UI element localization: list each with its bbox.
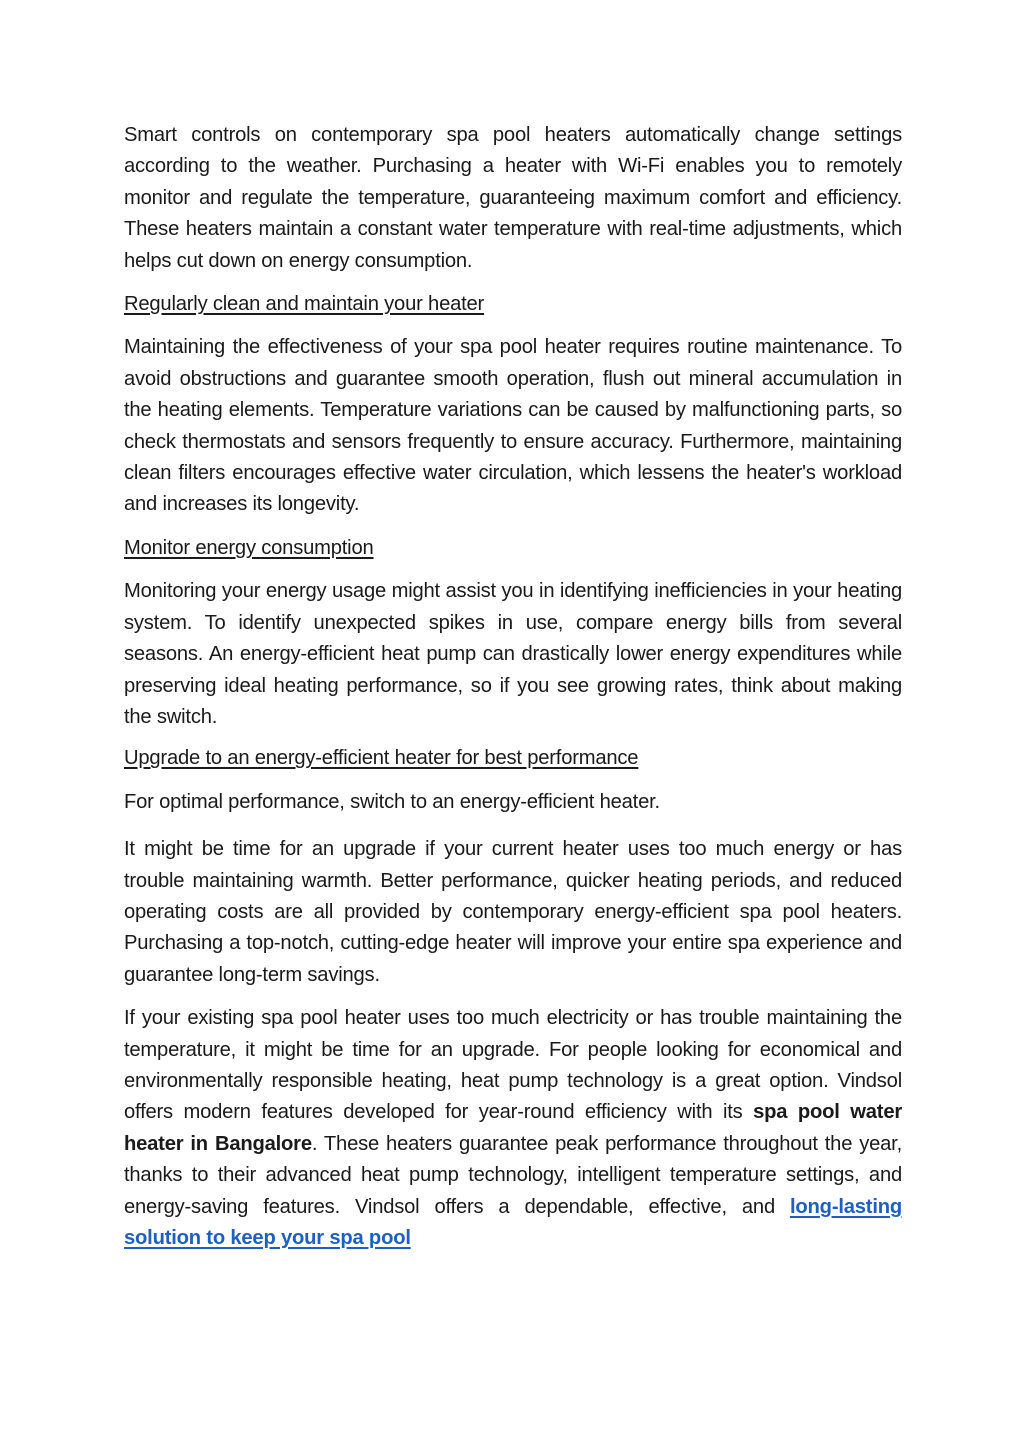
- heading-clean-maintain: Regularly clean and maintain your heater: [124, 293, 485, 316]
- paragraph-vindsol: [124, 1003, 902, 1254]
- heading-upgrade-heater: Upgrade to an energy-efficient heater for best performance: [124, 747, 639, 770]
- paragraph-upgrade-reasons: It might be time for an upgrade if your current heater uses too much energy or has trouble maintaining warmth. Better performance, quicker heating periods, and reduced operating costs are all provided by contemporary energy-efficient spa pool heaters. Purchasing a top-notch, cutting-edge heater will improve your entire spa experience and guarantee long-term savings.: [124, 838, 902, 986]
- paragraph-optimal-performance: For optimal performance, switch to an energy-efficient heater.: [124, 790, 660, 813]
- paragraph-maintenance: Maintaining the effectiveness of your spa pool heater requires routine maintenance. To avoid obstructions and guarantee smooth operation, flush out mineral accumulation in the heating elements. Temperature variations can be caused by malfunctioning parts, so check thermostats and sensors frequently to ensure accuracy. Furthermore, maintaining clean filters encourages effective water circulation, which lessens the heater's workload and increases its longevity.: [124, 336, 902, 516]
- paragraph-smart-controls: Smart controls on contemporary spa pool heaters automatically change settings according to the weather. Purchasing a heater with Wi-Fi enables you to remotely monitor and regulate the temperature, guaranteeing maximum comfort and efficiency. These heaters maintain a constant water temperature with real-time adjustments, which helps cut down on energy consumption.: [124, 124, 902, 272]
- spa-pool-solution-link[interactable]: long-lasting solution to keep your spa pool: [124, 1195, 902, 1249]
- paragraph-energy-usage: Monitoring your energy usage might assist you in identifying inefficiencies in your heating system. To identify unexpected spikes in use, compare energy bills from several seasons. An energy-efficient heat pump can drastically lower energy expenditures while preserving ideal heating performance, so if you see growing rates, think about making the switch.: [124, 580, 902, 728]
- heading-monitor-energy: Monitor energy consumption: [124, 536, 374, 559]
- bold-product-name: spa pool water heater in Bangalore: [124, 1101, 902, 1155]
- document-page: [124, 120, 902, 1254]
- paragraph-vindsol-text-a: If your existing spa pool heater uses too much electricity or has trouble maintaining the temperature, it might be time for an upgrade. For people looking for economical and environmentally responsible heating, heat pump technology is a great option. Vindsol offers modern features developed for year-round efficiency with its: [124, 1007, 902, 1124]
- paragraph-vindsol-text-b: . These heaters guarantee peak performance throughout the year, thanks to their advanced heat pump technology, intelligent temperature settings, and energy-saving features. Vindsol offers a dependable, effective, and: [124, 1132, 903, 1218]
